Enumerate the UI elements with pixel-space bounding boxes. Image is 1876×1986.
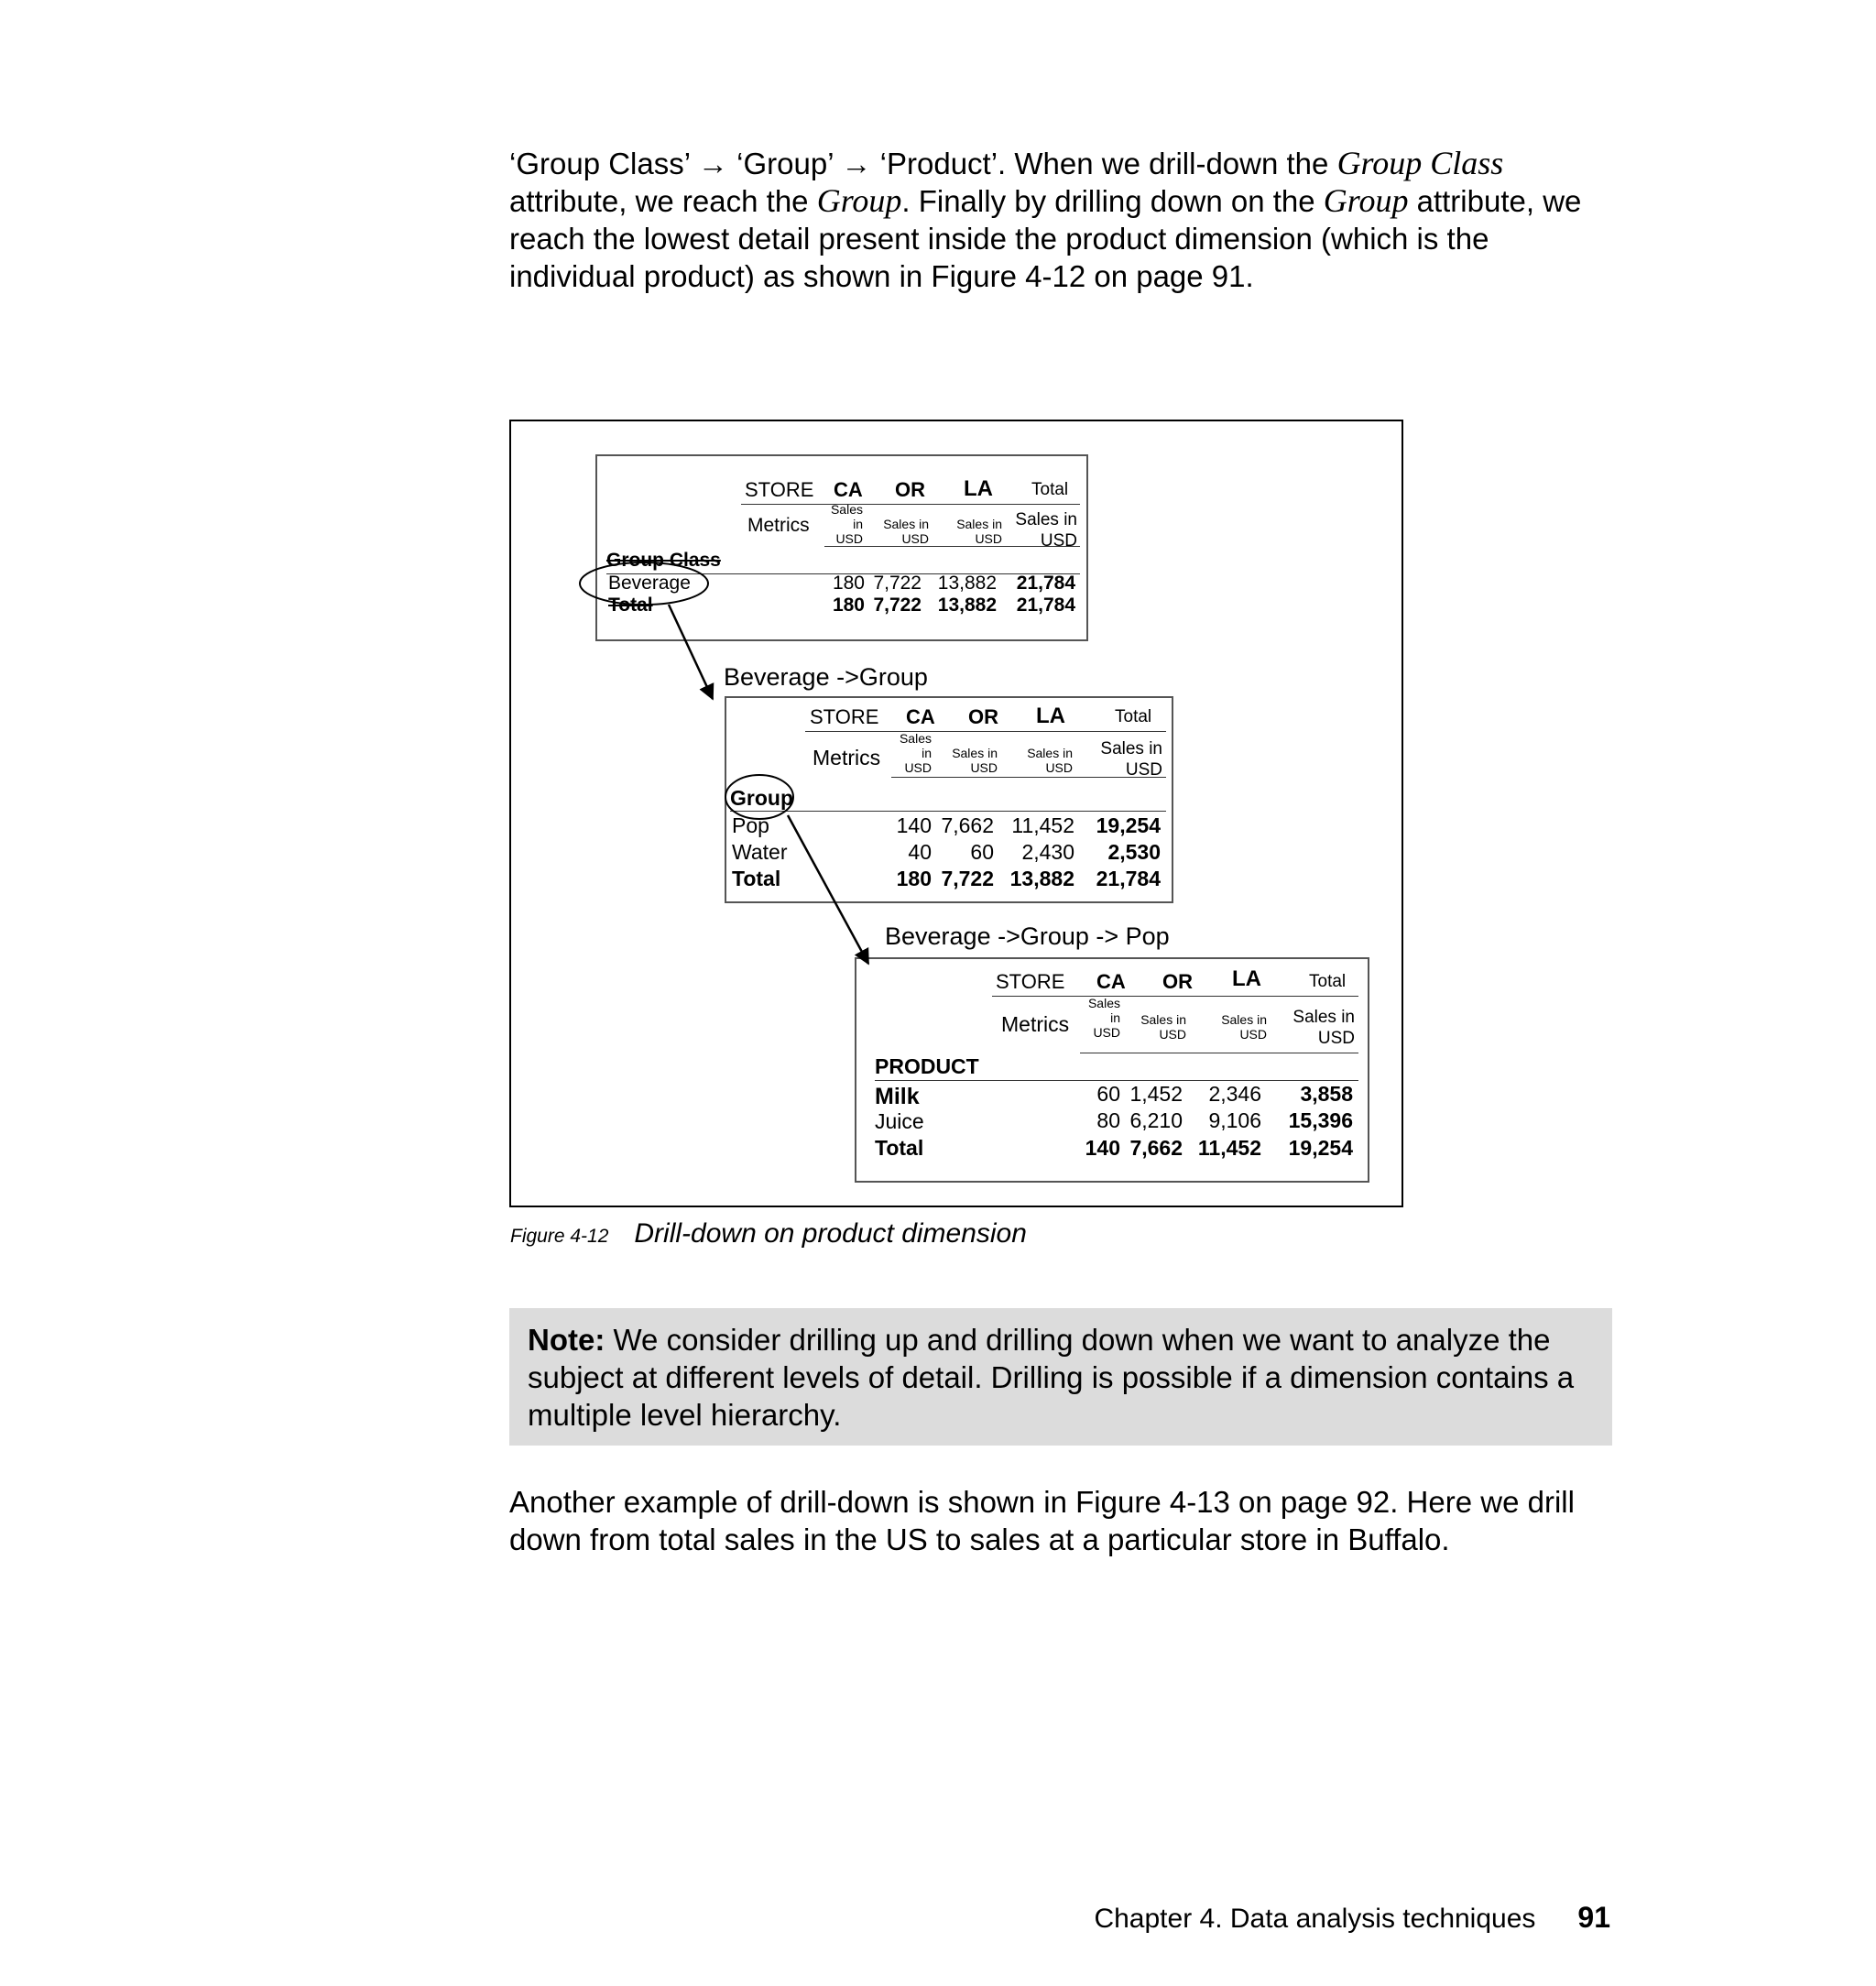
note-label: Note: xyxy=(528,1323,605,1357)
cell: 13,882 xyxy=(937,595,997,616)
col-ca: CA xyxy=(906,705,935,728)
cell: 19,254 xyxy=(1288,1136,1353,1160)
cell: 7,662 xyxy=(1129,1136,1183,1160)
cell: 11,452 xyxy=(1197,1136,1261,1160)
dimension-label: PRODUCT xyxy=(875,1054,979,1078)
cell: 2,530 xyxy=(1107,840,1161,864)
note-box xyxy=(509,1308,1612,1446)
cell: 7,722 xyxy=(873,595,922,616)
cell: 40 xyxy=(908,840,932,864)
cell: 13,882 xyxy=(937,573,997,594)
cell: 21,784 xyxy=(1016,573,1075,594)
col-total: Total xyxy=(1031,480,1069,499)
row-label: Total xyxy=(608,595,653,616)
cell: 6,210 xyxy=(1129,1108,1183,1132)
row-label: Beverage xyxy=(608,573,691,594)
row-label: Total xyxy=(732,867,781,890)
metrics-label: Metrics xyxy=(813,746,881,769)
figure-title: Drill-down on product dimension xyxy=(634,1218,1027,1249)
intro-paragraph xyxy=(509,145,1609,295)
metric-la: Sales in USD xyxy=(1027,746,1073,775)
col-or: OR xyxy=(1162,970,1193,993)
col-la: LA xyxy=(1232,966,1261,991)
closing-paragraph: Another example of drill-down is shown in Figure 4-13 on page 92. Here we drill down from total sales in the US to sales at a particular store in Buffalo. xyxy=(509,1485,1575,1556)
cell: 1,452 xyxy=(1129,1082,1183,1106)
cell: 3,858 xyxy=(1300,1082,1353,1106)
cell: 9,106 xyxy=(1208,1108,1261,1132)
store-label: STORE xyxy=(996,970,1065,993)
metric-la: Sales in USD xyxy=(956,517,1002,546)
metric-or: Sales in USD xyxy=(883,517,929,546)
intro-text-1: ‘Group Class’ → ‘Group’ → ‘Product’. When we drill-down the xyxy=(509,147,1337,180)
col-ca: CA xyxy=(834,478,863,501)
cell: 13,882 xyxy=(1009,867,1074,890)
metrics-label: Metrics xyxy=(1001,1012,1070,1036)
metric-total: Sales in USD xyxy=(1292,1008,1355,1048)
col-or: OR xyxy=(895,478,925,501)
cell: 180 xyxy=(896,867,932,890)
page-footer xyxy=(1094,1901,1610,1935)
cell: 140 xyxy=(896,813,932,837)
metric-ca: Sales in USD xyxy=(830,502,863,546)
cell: 7,722 xyxy=(873,573,922,594)
table-product xyxy=(855,957,1369,1183)
col-total: Total xyxy=(1309,972,1347,991)
row-label: Total xyxy=(875,1136,924,1160)
cell: 140 xyxy=(1085,1136,1120,1160)
col-la: LA xyxy=(1036,704,1065,728)
cell: 15,396 xyxy=(1288,1108,1353,1132)
table-group xyxy=(725,696,1173,903)
cell: 21,784 xyxy=(1016,595,1075,616)
cell: 180 xyxy=(832,573,865,594)
row-label: Pop xyxy=(732,813,769,837)
cell: 7,722 xyxy=(941,867,994,890)
metric-total: Sales in USD xyxy=(1015,510,1077,551)
figure-number: Figure 4-12 xyxy=(510,1226,609,1247)
figure-caption xyxy=(510,1218,1027,1249)
intro-italic-group-2: Group xyxy=(1323,182,1409,219)
cell: 11,452 xyxy=(1011,813,1074,837)
metric-la: Sales in USD xyxy=(1221,1012,1267,1042)
page-number: 91 xyxy=(1577,1901,1610,1934)
cell: 2,346 xyxy=(1208,1082,1261,1106)
col-total: Total xyxy=(1115,707,1152,726)
note-text: We consider drilling up and drilling down when we want to analyze the subject at different levels of detail. Drilling is possible if a dimension contains a multiple level hierarchy. xyxy=(528,1323,1575,1432)
dimension-label: Group xyxy=(730,786,793,810)
store-label: STORE xyxy=(810,705,879,728)
cell: 60 xyxy=(1096,1082,1120,1106)
row-label: Juice xyxy=(875,1109,924,1133)
cell: 180 xyxy=(832,595,865,616)
row-label: Milk xyxy=(875,1084,920,1109)
intro-text-4: attribute, we reach the lowest detail present inside the product dimension (which is the individual product) as shown in Figure 4-12 on page 91. xyxy=(509,184,1582,293)
row-label: Water xyxy=(732,840,788,864)
intro-text-2: attribute, we reach the xyxy=(509,184,817,218)
metric-or: Sales in USD xyxy=(952,746,998,775)
store-label: STORE xyxy=(745,478,814,501)
col-ca: CA xyxy=(1096,970,1126,993)
intro-italic-group-1: Group xyxy=(816,182,902,219)
cell: 21,784 xyxy=(1096,867,1161,890)
cell: 60 xyxy=(970,840,994,864)
dimension-label: Group Class xyxy=(606,550,721,571)
cell: 7,662 xyxy=(941,813,994,837)
chapter-title: Chapter 4. Data analysis techniques xyxy=(1094,1904,1536,1934)
metric-ca: Sales in USD xyxy=(899,731,932,775)
col-or: OR xyxy=(968,705,998,728)
cell: 19,254 xyxy=(1096,813,1161,837)
drill-label-pop: Beverage ->Group -> Pop xyxy=(885,922,1170,950)
col-la: LA xyxy=(964,476,993,501)
cell: 2,430 xyxy=(1021,840,1074,864)
drill-label-group: Beverage ->Group xyxy=(724,663,928,691)
intro-text-3: . Finally by drilling down on the xyxy=(901,184,1324,218)
table-group-class xyxy=(595,454,1088,641)
metric-total: Sales in USD xyxy=(1100,739,1162,780)
cell: 80 xyxy=(1096,1108,1120,1132)
metric-ca: Sales in USD xyxy=(1087,996,1120,1040)
metrics-label: Metrics xyxy=(747,515,810,536)
intro-italic-group-class: Group Class xyxy=(1336,145,1504,181)
metric-or: Sales in USD xyxy=(1140,1012,1186,1042)
